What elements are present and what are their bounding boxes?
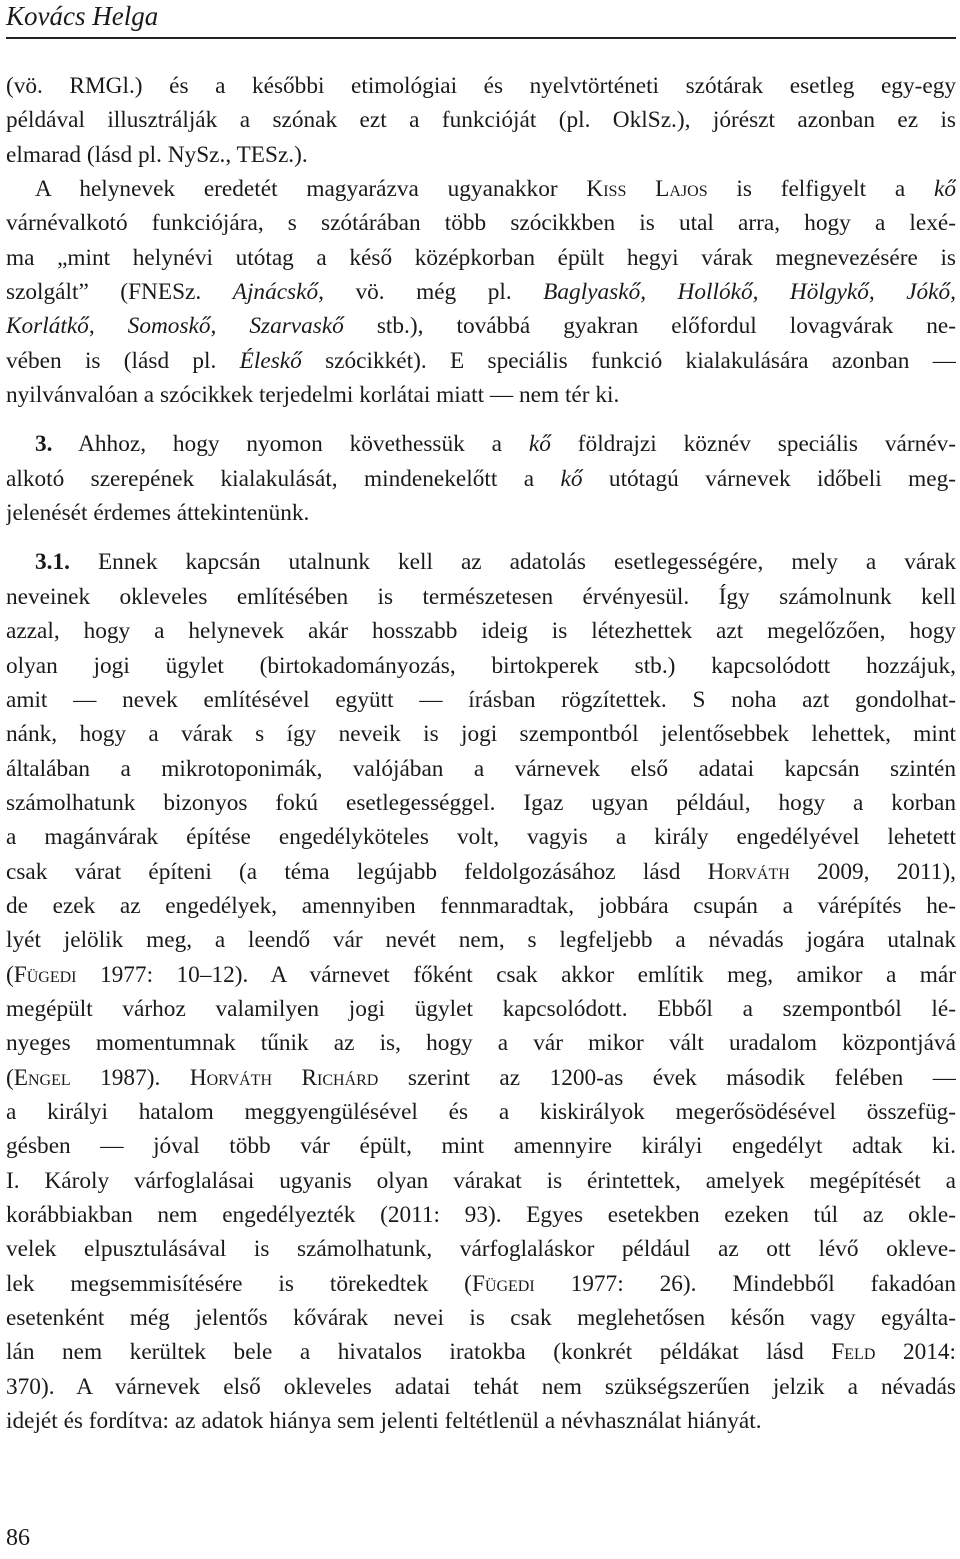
text-line: ma „mint helynévi utótag a késő középkorban épült hegyi várak megnevezésére is (6, 244, 956, 271)
text-segment: lek megsemmisítésére is törekedtek ( (6, 1270, 472, 1297)
italic-term: Korlátkő, Somoskő, Szarvaskő (6, 313, 344, 340)
text-line: gésben — jóval több vár épült, mint amennyire királyi engedélyt adtak ki. (6, 1133, 956, 1160)
text-line: de ezek az engedélyek, amennyiben fennmaradtak, jobbára csupán a várépítés he- (6, 892, 956, 919)
paragraph-gap (6, 530, 956, 545)
author-citation: Engel (13, 1064, 71, 1091)
text-segment: 2014: (875, 1339, 956, 1366)
running-header (6, 0, 956, 38)
text-segment: szerint az 1200-as évek második felében — (378, 1064, 956, 1091)
italic-term: Ajnácskő, (232, 279, 324, 306)
text-line (6, 172, 956, 206)
paragraph-gap (6, 412, 956, 427)
text-line (6, 1267, 956, 1301)
text-line: I. Károly várfoglalásai ugyanis olyan várakat is érintettek, amelyek megépítését a (6, 1167, 956, 1194)
text-segment: stb.), továbbá gyakran előfordul lovagvárak ne- (343, 313, 956, 340)
page-number: 86 (6, 1525, 30, 1551)
text-line: velek elpusztulásával is számolhatunk, várfoglaláskor például az ott lévő okleve- (6, 1236, 956, 1263)
text-line: nyilvánvalóan a szócikkek terjedelmi korlátai miatt — nem tér ki. (6, 382, 620, 409)
italic-term: Éleskő (239, 347, 302, 374)
text-line: idejét és fordítva: az adatok hiánya sem jelenti feltétlenül a névhasználat hiányát. (6, 1408, 762, 1435)
text-line: nánk, hogy a várak s így neveik is jogi szempontból jelentősebbek lehettek, mint (6, 721, 956, 748)
text-line: példával illusztrálják a szónak ezt a funkcióját (pl. OklSz.), jórészt azonban ez is (6, 107, 956, 134)
text-segment: vében is (lásd pl. (6, 347, 240, 374)
text-line: 370). A várnevek első okleveles adatai tehát nem szükségszerűen jelzik a névadás (6, 1373, 956, 1400)
text-line (6, 275, 956, 309)
text-segment: 2009, 2011), (789, 858, 956, 885)
author-citation: Fügedi (13, 961, 77, 988)
text-line: elmarad (lásd pl. NySz., TESz.). (6, 141, 308, 168)
text-segment: vö. még pl. (323, 279, 544, 306)
text-line: a királyi hatalom meggyengülésével és a kiskirályok megerősödésével összefüg- (6, 1098, 956, 1125)
text-line (6, 427, 956, 461)
text-line: nyeges momentumnak tűnik az is, hogy a vár mikor vált uradalom központjává (6, 1030, 956, 1057)
text-line: (vö. RMGl.) és a későbbi etimológiai és nyelvtörténeti szótárak esetleg egy-egy (6, 73, 956, 99)
text-line: várnévalkotó funkciójára, s szótárában több szócikkben is utal arra, hogy a lexé- (6, 210, 956, 237)
text-line: jelenését érdemes áttekintenünk. (6, 500, 310, 527)
text-line (6, 462, 956, 496)
author-citation: Kiss Lajos (586, 176, 708, 203)
text-segment: alkotó szerepének kialakulását, mindenekelőtt a (6, 465, 561, 492)
author-citation: Feld (831, 1339, 876, 1366)
text-segment: 1987). (70, 1064, 190, 1091)
header-rule (6, 37, 956, 39)
author-citation: Fügedi (471, 1270, 535, 1297)
text-line (6, 545, 956, 579)
text-segment: lán nem kerültek bele a hivatalos iratokba (konkrét példákat lásd (6, 1339, 832, 1366)
text-segment: ( (6, 961, 14, 988)
italic-term: Baglyaskő, Hollókő, Hölgykő, Jókő, (543, 279, 956, 306)
section-number: 3.1. (35, 549, 70, 576)
text-segment: Ahhoz, hogy nyomon követhessük a (52, 431, 529, 458)
italic-term: kő (560, 465, 583, 492)
text-segment: A helynevek eredetét magyarázva ugyanakkor (35, 176, 587, 203)
text-line: azzal, hogy a helynevek akár hosszabb ideig is létezhettek azt megelőzően, hogy (6, 618, 956, 645)
text-segment: csak várat építeni (a téma legújabb feldolgozásához lásd (6, 858, 708, 885)
text-segment: is felfigyelt a (707, 176, 934, 203)
text-segment: szócikkét). E speciális funkció kialakulására azonban — (301, 347, 956, 374)
section-number: 3. (35, 431, 53, 458)
text-line: megépült várhoz valamilyen jogi ügylet kapcsolódott. Ebből a szempontból lé- (6, 995, 956, 1022)
author-name: Kovács Helga (6, 1, 159, 31)
text-line (6, 344, 956, 378)
text-segment: Ennek kapcsán utalnunk kell az adatolás esetlegességére, mely a várak (69, 549, 956, 576)
text-segment: szolgált” (FNESz. (6, 279, 233, 306)
text-line: esetenként még jelentős kővárak nevei is csak meglehetősen későn vagy egyálta- (6, 1305, 956, 1332)
text-segment: ( (6, 1064, 14, 1091)
text-line: korábbiakban nem engedélyezték (2011: 93). Egyes esetekben ezeken túl az okle- (6, 1202, 956, 1228)
text-line (6, 309, 956, 343)
text-line: a magánvárak építése engedélyköteles volt, vagyis a király engedélyével lehetett (6, 824, 956, 851)
text-segment: 1977: 10–12). A várnevet főként csak akkor említik meg, amikor a már (76, 961, 956, 988)
author-citation: Horváth Richárd (189, 1064, 379, 1091)
text-line (6, 958, 956, 992)
text-line: számolhatunk bizonyos fokú esetlegességgel. Igaz ugyan például, hogy a korban (6, 789, 956, 816)
text-segment: 1977: 26). Mindebből fakadóan (534, 1270, 956, 1297)
text-segment: utótagú várnevek időbeli meg- (582, 465, 956, 492)
text-segment: földrajzi köznév speciális várnév- (550, 431, 956, 458)
text-line: amit — nevek említésével együtt — írásban rögzítettek. S noha azt gondolhat- (6, 686, 956, 713)
text-line: neveinek okleveles említésében is természetesen érvényesül. Így számolnunk kell (6, 583, 956, 610)
text-line (6, 1335, 956, 1369)
text-line (6, 1061, 956, 1095)
text-line (6, 855, 956, 889)
text-line: olyan jogi ügylet (birtokadományozás, birtokperek stb.) kapcsolódott hozzájuk, (6, 652, 956, 679)
italic-term: kő (934, 176, 956, 203)
text-line: lyét jelölik meg, a leendő vár nevét nem, s legfeljebb a névadás jogára utalnak (6, 927, 956, 954)
author-citation: Horváth (707, 858, 790, 885)
italic-term: kő (528, 431, 551, 458)
text-line: általában a mikrotoponimák, valójában a várnevek első adatai kapcsán szintén (6, 755, 956, 782)
body-text (6, 69, 956, 1438)
